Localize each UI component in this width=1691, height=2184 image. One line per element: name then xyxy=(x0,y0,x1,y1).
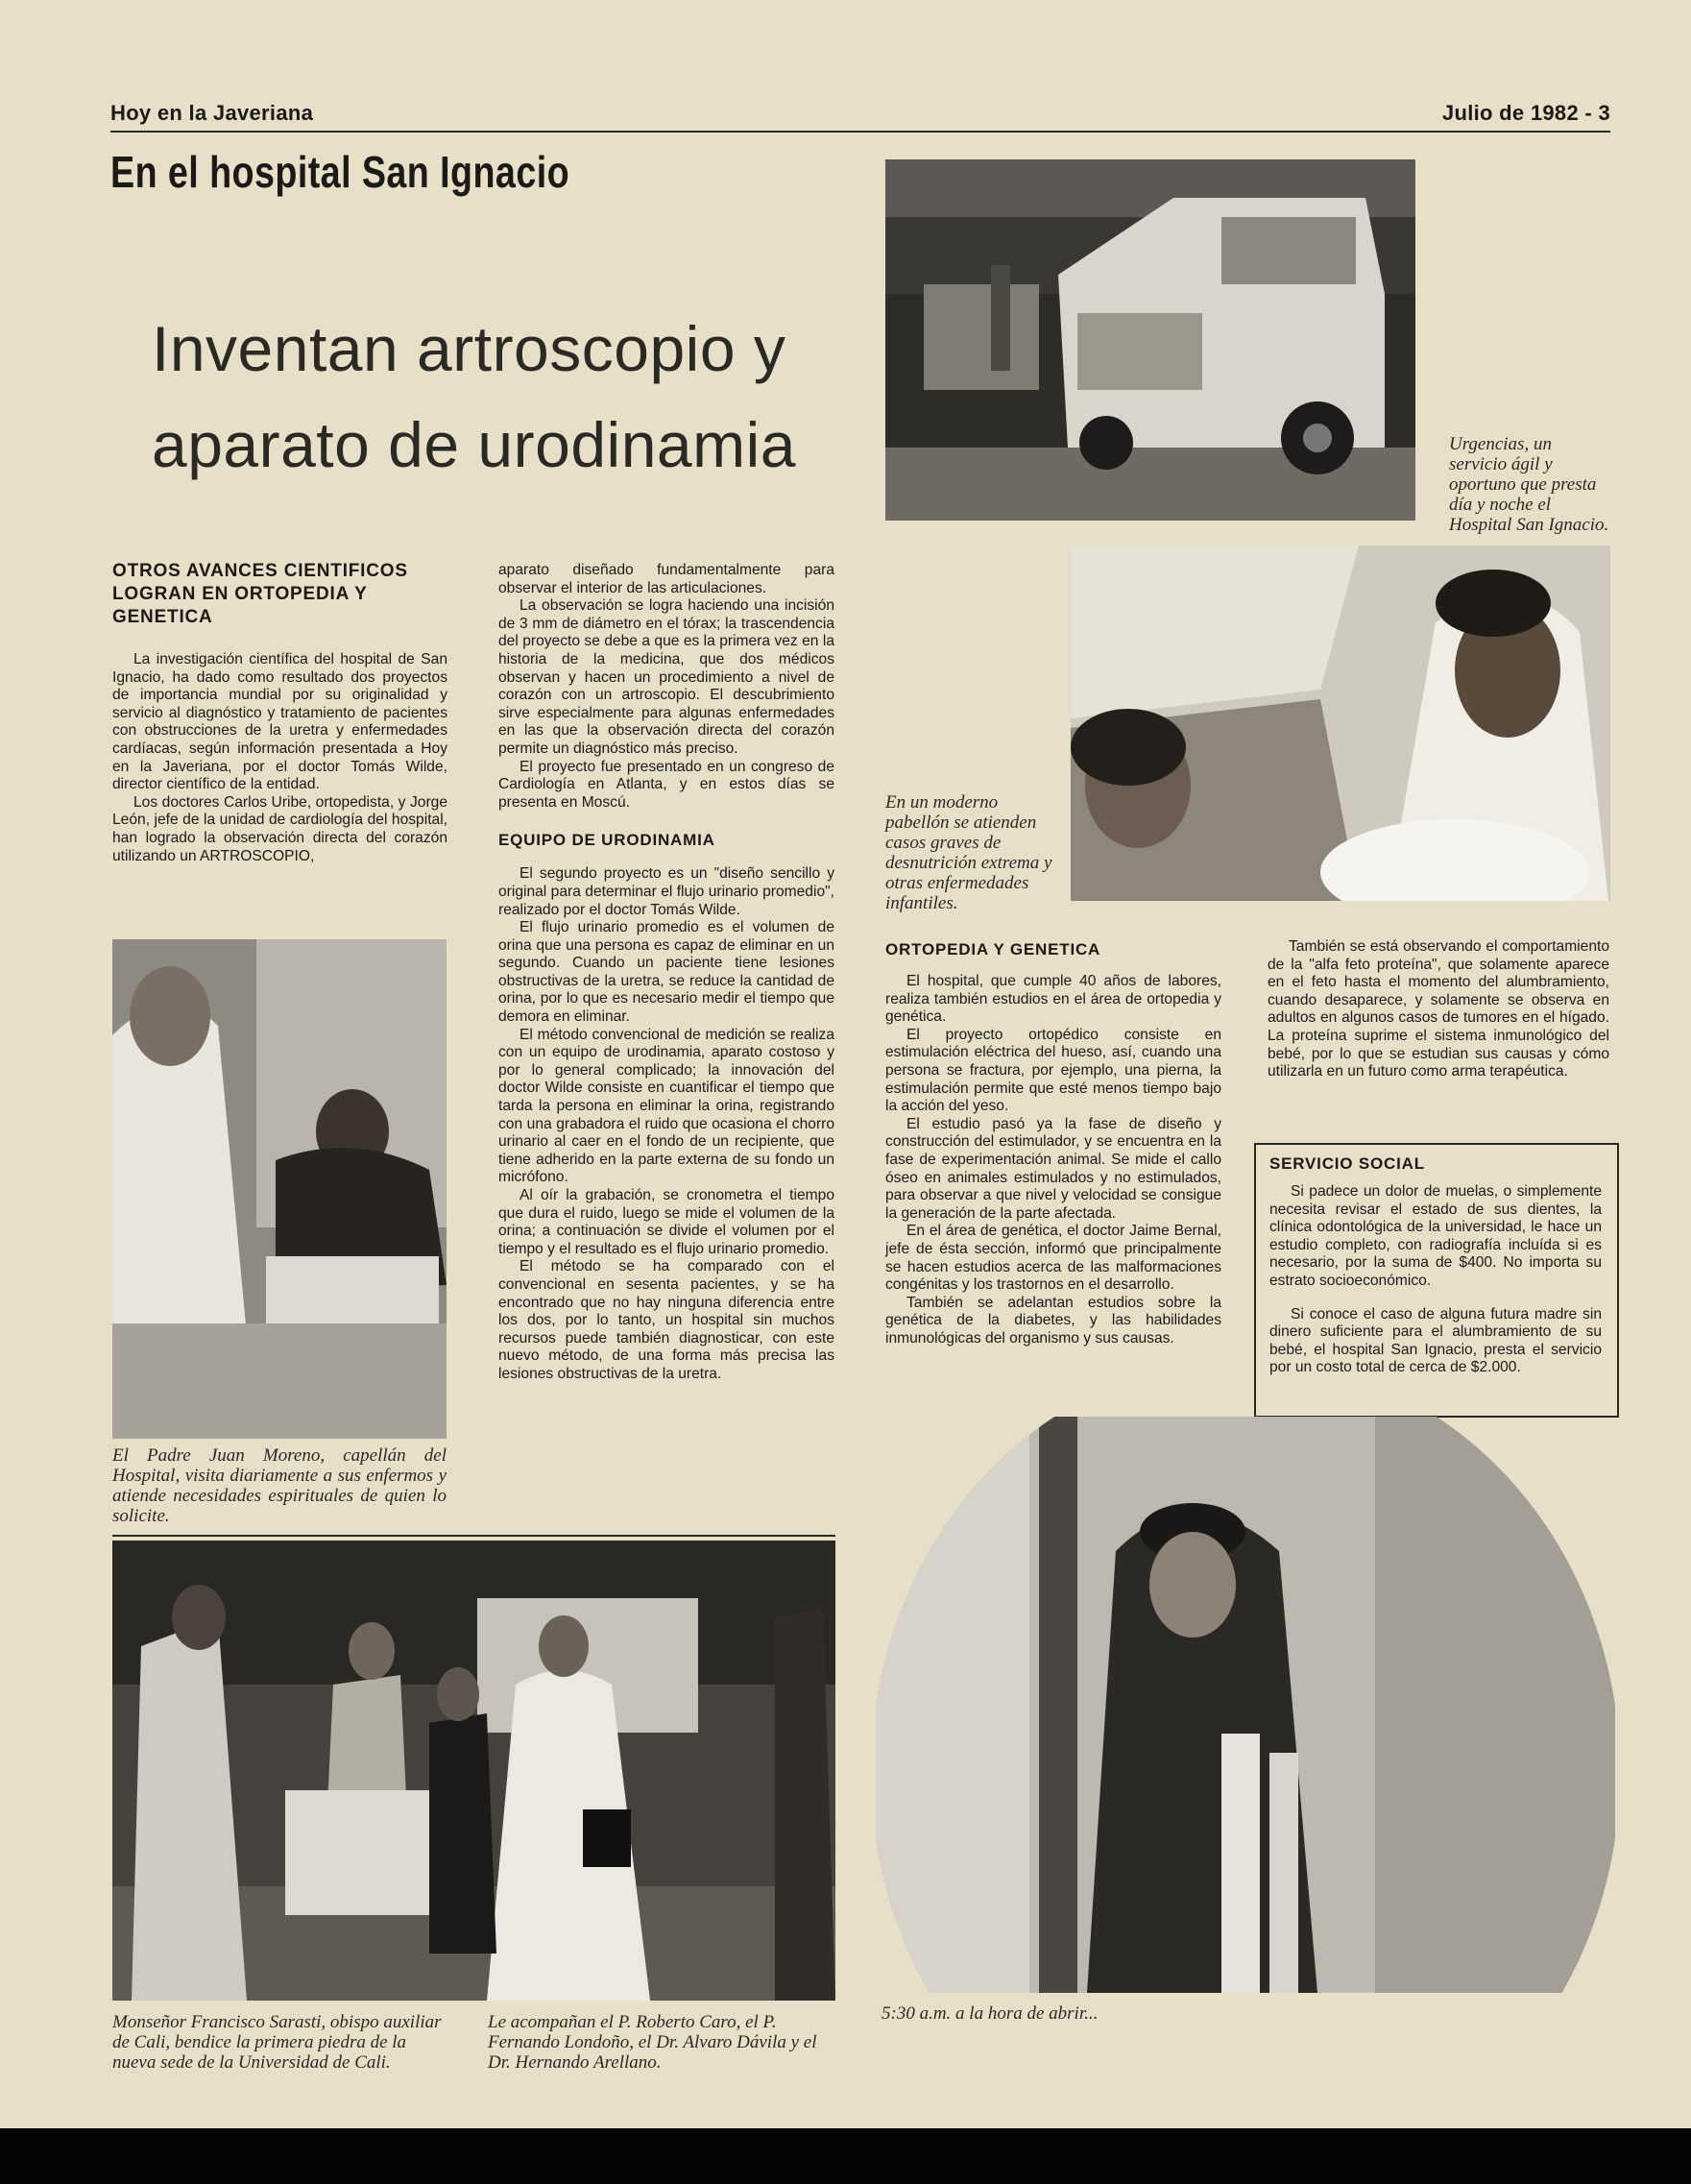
bishop-caption: Monseñor Francisco Sarasti, obispo auxiliar de Cali, bendice la primera piedra de la nueva sede de la Universidad de Cali. xyxy=(112,2012,442,2073)
headline-line-2: aparato de urodinamia xyxy=(152,409,796,480)
servicio-social-text xyxy=(1269,1183,1602,1377)
section-subhead-ortopedia: ORTOPEDIA Y GENETICA xyxy=(885,940,1101,959)
ambulance-photo xyxy=(885,159,1415,521)
paragraph: También se adelantan estudios sobre la genética de la diabetes, y las habilidades inmunológicas del organismo y sus causas. xyxy=(885,1294,1221,1347)
guard-caption: 5:30 a.m. a la hora de abrir... xyxy=(882,2003,1099,2024)
publication-name: Hoy en la Javeriana xyxy=(110,101,314,125)
header-rule xyxy=(110,131,1610,133)
headline-line-1: Inventan artroscopio y xyxy=(152,313,786,384)
photo-top-rule xyxy=(112,1535,835,1537)
paragraph: El proyecto ortopédico consiste en estimulación eléctrica del hueso, así, cuando una persona se fractura, por ejemplo, una pierna, la estimulación permite que esté menos tiempo bajo la acción del yeso. xyxy=(885,1026,1221,1115)
section-subhead-urodinamia: EQUIPO DE URODINAMIA xyxy=(498,831,715,850)
column-4-text xyxy=(1268,938,1609,1081)
paragraph: Los doctores Carlos Uribe, ortopedista, y Jorge León, jefe de la unidad de cardiología del hospital, han logrado la observación directa del corazón utilizando un ARTROSCOPIO, xyxy=(112,793,447,864)
nurse-child-photo xyxy=(1071,546,1610,901)
paragraph: El método convencional de medición se realiza con un equipo de urodinamia, aparato costoso y por lo general complicado; la innovación del doctor Wilde consiste en cuantificar el tiempo que tarda la persona en eliminar la orina, registrando con una grabadora el ruido que ocasiona el chorro urinario al caer en el fondo de un recipiente, que tiene adherido en la parte externa de su fondo un micrófono. xyxy=(498,1026,834,1186)
bishop-blessing-photo xyxy=(112,1541,835,2001)
paragraph: El segundo proyecto es un "diseño sencillo y original para determinar el flujo urinario promedio", realizado por el doctor Tomás Wilde. xyxy=(498,865,834,918)
date-page-number: Julio de 1982 - 3 xyxy=(1441,101,1610,125)
paragraph: Si conoce el caso de alguna futura madre sin dinero suficiente para el alumbramiento de su bebé, el hospital San Ignacio, presta el servicio por un costo total de cerca de $2.000. xyxy=(1269,1305,1602,1376)
ambulance-caption: Urgencias, un servicio ágil y oportuno que presta día y noche el Hospital San Ignacio. xyxy=(1449,434,1609,535)
paragraph: También se está observando el comportamiento de la "alfa feto proteína", que solamente aparece en el feto hasta el momento del alumbramiento, cuando desaparece, y solamente se observa en adultos en algunos casos de tumores en el hígado. La proteína suprime el sistema inmunológico del bebé, por lo que se estudian sus causas y cómo utilizarla en un futuro como arma terapéutica. xyxy=(1268,938,1609,1080)
column-3-text xyxy=(885,938,1221,1347)
companions-caption: Le acompañan el P. Roberto Caro, el P. Fernando Londoño, el Dr. Alvaro Dávila y el Dr. Hernando Arellano. xyxy=(488,2012,817,2073)
servicio-social-title: SERVICIO SOCIAL xyxy=(1269,1154,1425,1173)
article-kicker: En el hospital San Ignacio xyxy=(110,147,570,197)
column-1-text xyxy=(112,651,447,865)
priest-visit-photo xyxy=(112,939,447,1439)
paragraph: El hospital, que cumple 40 años de labores, realiza también estudios en el área de ortopedia y genética. xyxy=(885,973,1221,1026)
column-2-text xyxy=(498,562,834,1384)
paragraph: Al oír la grabación, se cronometra el tiempo que dura el ruido, luego se mide el volumen de la orina; a continuación se divide el volumen por el tiempo y el resultado es el flujo urinario promedio. xyxy=(498,1187,834,1257)
priest-caption: El Padre Juan Moreno, capellán del Hospital, visita diariamente a sus enfermos y atiende necesidades espirituales de quien lo solicite. xyxy=(112,1445,447,1526)
scan-bottom-edge xyxy=(0,2128,1691,2184)
guard-photo xyxy=(876,1417,1615,1993)
paragraph: La observación se logra haciendo una incisión de 3 mm de diámetro en el tórax; la trascendencia del proyecto se debe a que es la primera vez en la historia de la medicina, que dos médicos observan y hacen un procedimiento a nivel de corazón con un artroscopio. El descubrimiento sirve especialmente para algunas enfermedades en las que la observación directa del corazón permite un diagnóstico más preciso. xyxy=(498,597,834,757)
paragraph: El proyecto fue presentado en un congreso de Cardiología en Atlanta, y en estos días se presenta en Moscú. xyxy=(498,758,834,811)
paragraph: El estudio pasó ya la fase de diseño y construcción del estimulador, y se encuentra en la fase de experimentación animal. Se mide el callo óseo en animales estimulados y no estimulados, para observar a que nivel y velocidad se consigue la generación de la parte afectada. xyxy=(885,1115,1221,1222)
servicio-social-box xyxy=(1254,1143,1619,1418)
nurse-caption: En un moderno pabellón se atienden casos graves de desnutrición extrema y otras enfermedades infantiles. xyxy=(885,792,1052,913)
section-subhead-otros-avances: OTROS AVANCES CIENTIFICOS LOGRAN EN ORTOPEDIA Y GENETICA xyxy=(112,561,408,627)
paragraph: aparato diseñado fundamentalmente para observar el interior de las articulaciones. xyxy=(498,562,834,596)
paragraph: El método se ha comparado con el convencional en sesenta pacientes, y se ha encontrado que no hay ninguna diferencia entre los dos, por lo tanto, un hospital sin muchos recursos puede también diagnosticar, con este nuevo método, de una forma más precisa las lesiones obstructivas de la uretra. xyxy=(498,1258,834,1382)
paragraph: En el área de genética, el doctor Jaime Bernal, jefe de ésta sección, informó que principalmente se hacen estudios acerca de las malformaciones congénitas y los trastornos en el desarrollo. xyxy=(885,1223,1221,1294)
paragraph: La investigación científica del hospital de San Ignacio, ha dado como resultado dos proyectos de importancia mundial por su originalidad y servicio al diagnóstico y tratamiento de pacientes con obstrucciones de la uretra y enfermedades cardíacas, según información presentada a Hoy en la Javeriana, por el doctor Tomás Wilde, director científico de la entidad. xyxy=(112,651,447,793)
paragraph: El flujo urinario promedio es el volumen de orina que una persona es capaz de eliminar en un segundo. Cuando un paciente tiene lesiones obstructivas de la uretra, se reduce la cantidad de orina, por lo que es necesario medir el tiempo que demora en eliminar. xyxy=(498,919,834,1026)
paragraph: Si padece un dolor de muelas, o simplemente necesita revisar el estado de sus dientes, la clínica odontológica de la universidad, le hace un estudio completo, con radiografía incluída si es necesario, por la suma de $400. No importa su estrato socioeconómico. xyxy=(1269,1183,1602,1289)
